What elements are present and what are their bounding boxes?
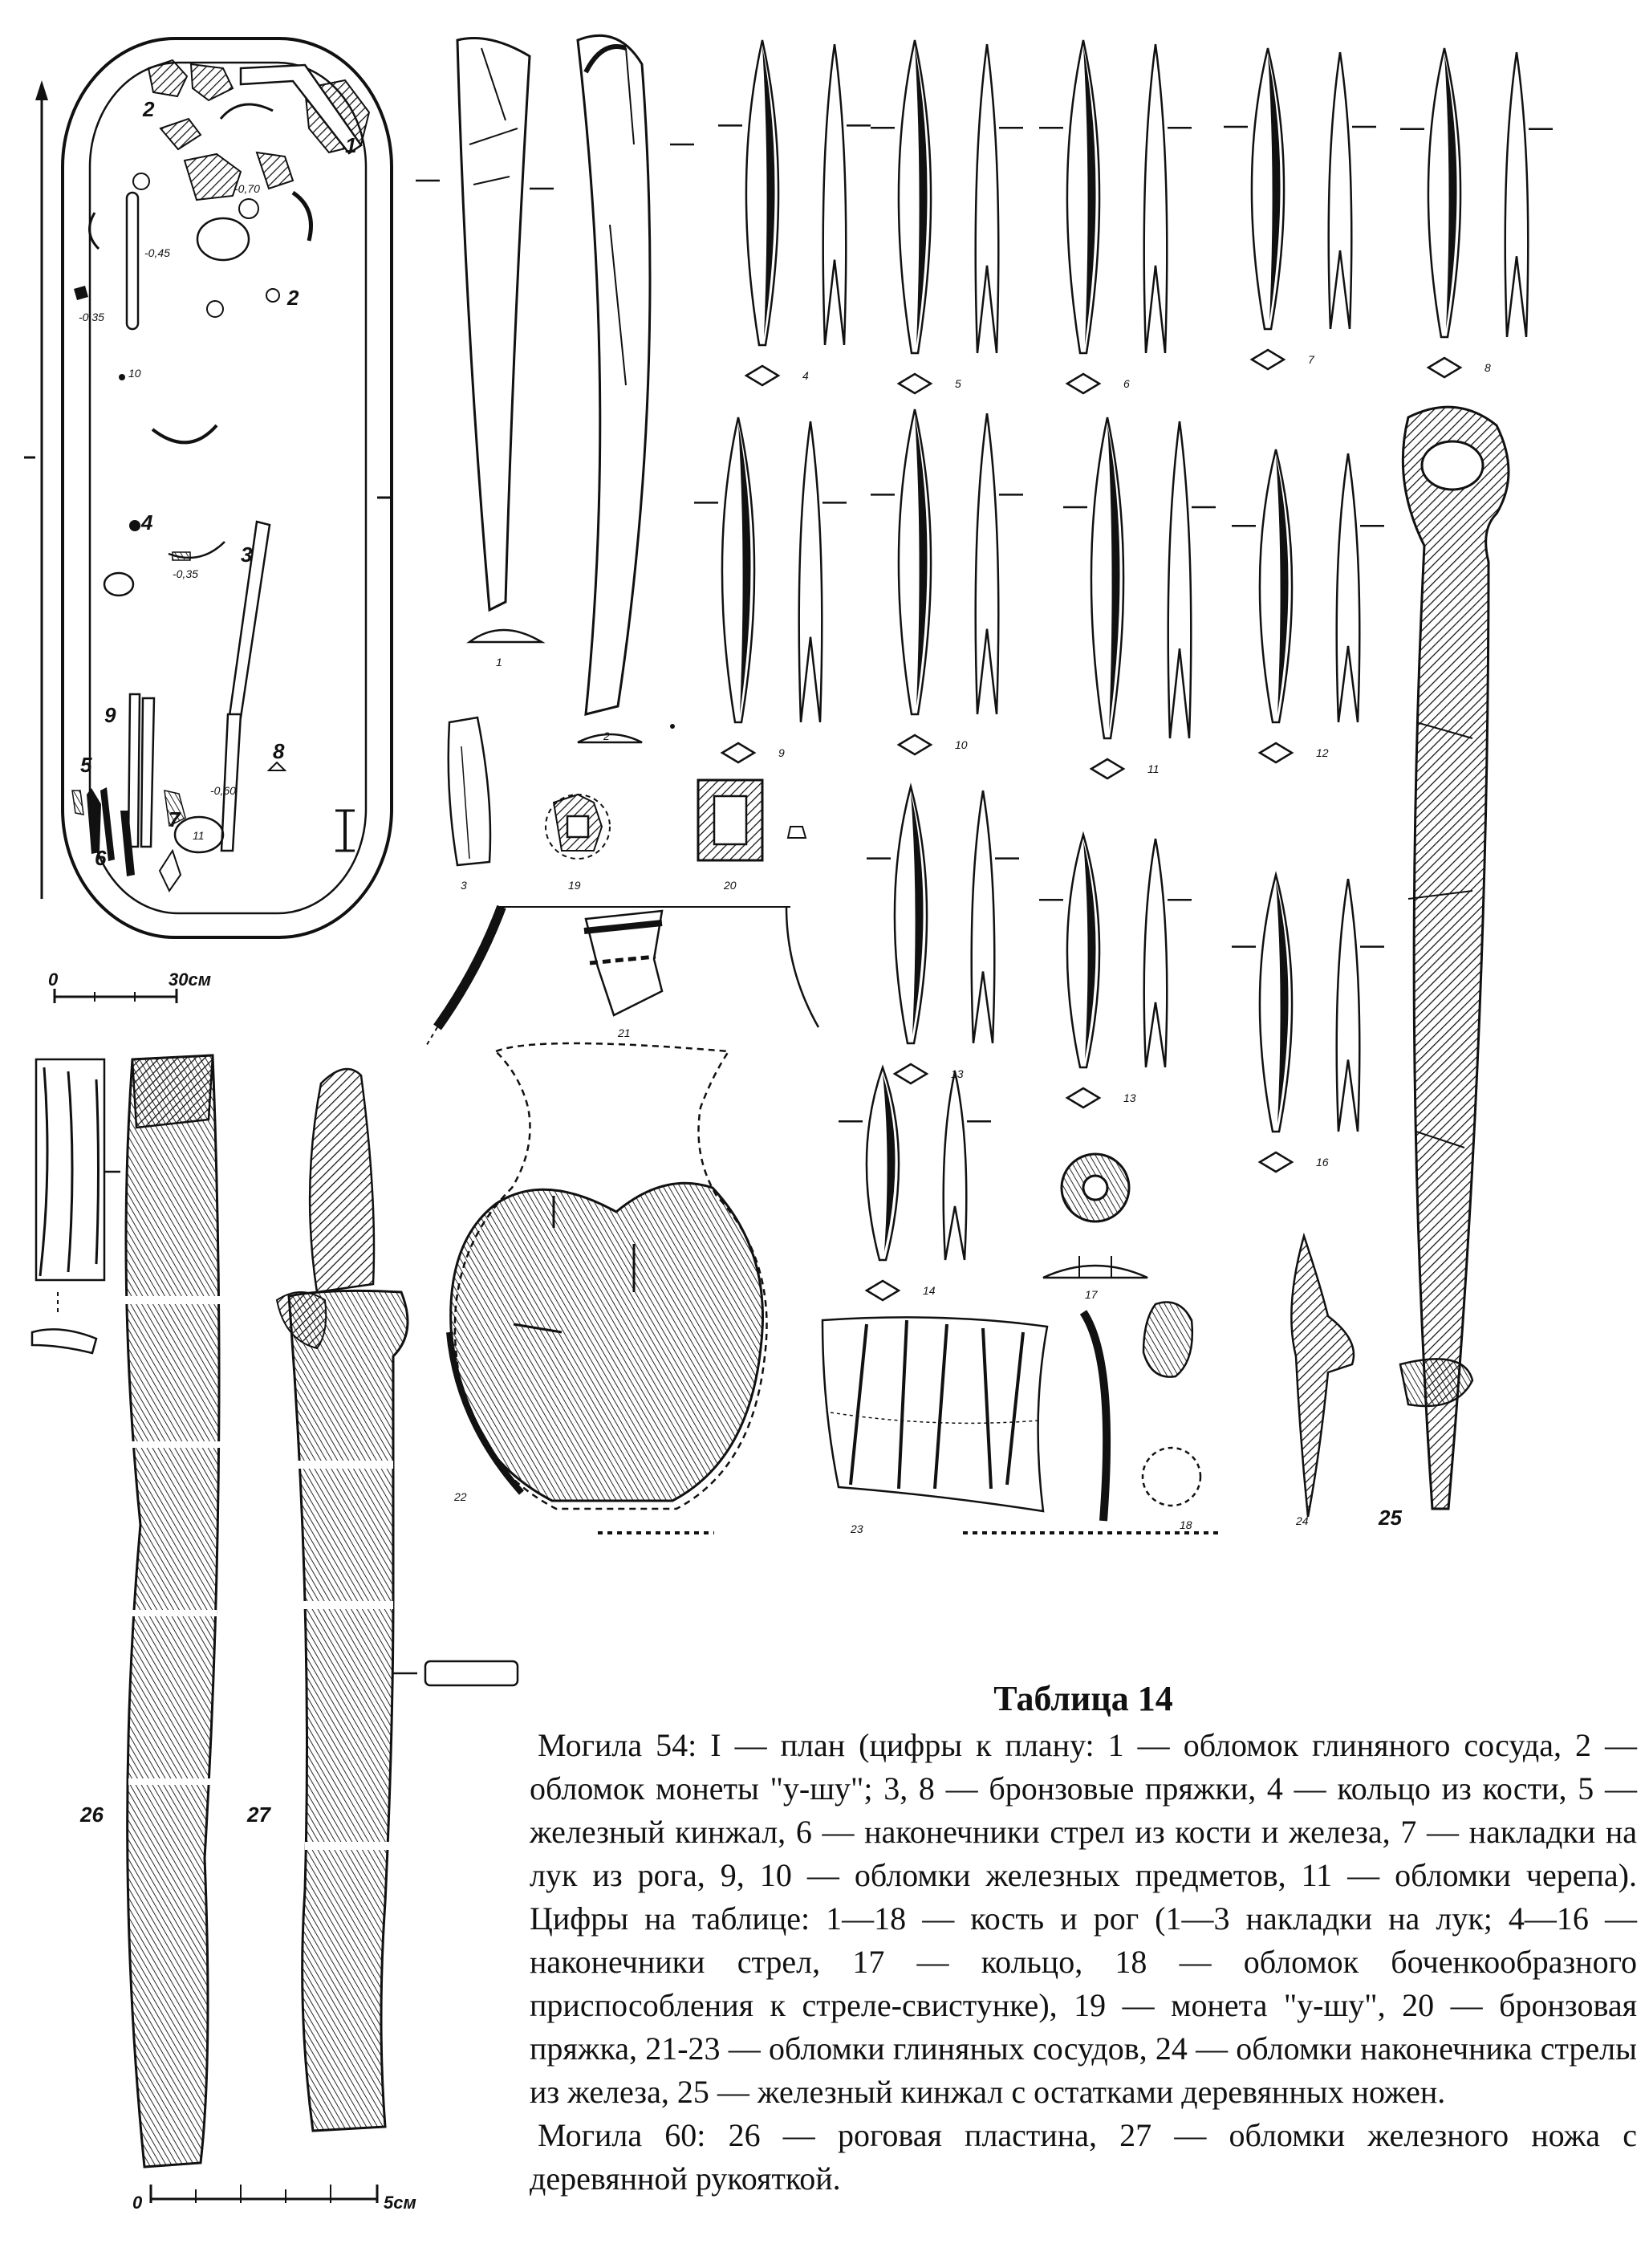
arrowhead-profile <box>1337 879 1360 1132</box>
fig-label-1: 1 <box>496 656 502 669</box>
bow-plates <box>416 35 694 892</box>
plan-number: 2 <box>287 286 299 310</box>
plan-depth-label: -0,60 <box>210 784 236 797</box>
plate-caption <box>530 1677 1637 2201</box>
plan-number: 5 <box>80 753 92 777</box>
arrowhead-cross-section <box>1252 350 1284 369</box>
plan-depth-label: -0,70 <box>234 182 260 195</box>
arrowhead-label: 14 <box>923 1284 936 1297</box>
fig-label-26: 26 <box>80 1803 104 1827</box>
arrowhead-label: 13 <box>951 1067 964 1080</box>
fig-label-2: 2 <box>603 730 610 742</box>
fig-label-21: 21 <box>618 1026 631 1039</box>
arrowhead-profile <box>1337 453 1360 722</box>
arrowhead-label: 4 <box>802 369 809 382</box>
arrowhead-cross-section <box>1260 1152 1292 1172</box>
plan-number: 2 <box>143 97 155 121</box>
figure-scale-zero: 0 <box>132 2193 143 2213</box>
arrowhead-cross-section <box>899 374 931 393</box>
plan-number: 6 <box>95 846 107 870</box>
arrowhead-label: 7 <box>1308 353 1314 366</box>
fig-label-3: 3 <box>461 879 467 892</box>
arrowhead-cross-section <box>722 743 754 762</box>
arrowhead-profile <box>972 791 995 1043</box>
plan-number: 8 <box>273 739 285 763</box>
plan-number: 9 <box>104 703 116 727</box>
fig-label-20: 20 <box>724 879 737 892</box>
arrowhead-cross-section <box>1067 374 1099 393</box>
arrowhead-label: 9 <box>778 746 785 759</box>
arrowhead-label: 16 <box>1316 1156 1329 1169</box>
iron-arrow-24 <box>1291 1236 1354 1527</box>
fig-label-27: 27 <box>247 1803 270 1827</box>
iron-dagger-25 <box>1378 407 1509 1530</box>
fig-label-22: 22 <box>454 1490 467 1503</box>
fig-label-18: 18 <box>1180 1518 1192 1531</box>
arrowhead-label: 6 <box>1123 377 1130 390</box>
arrowhead-label: 5 <box>955 377 961 390</box>
plan-number: 10 <box>128 367 141 380</box>
grave-plan <box>24 39 392 1003</box>
caption-title: Таблица 14 <box>993 1679 1173 1718</box>
arrowhead-profile <box>1144 44 1168 353</box>
arrowhead-cross-section <box>899 735 931 754</box>
plan-number: 7 <box>169 807 181 831</box>
caption-grave-54: Могила 54: I — план (цифры к плану: 1 — обломок глиняного сосуда, 2 — обломок монеты "у-шу"; 3, 8 — бронзовые пряжки, 4 — кольцо из кости, 5 — железный кинжал, 6 — наконечники стрел из кости и железа, 7 — накладки на лук из рога, 9, 10 — обломки железных предметов, 11 — обломки черепа). Цифры на таблице: 1—18 — кость и рог (1—3 накладки на лук; 4—16 — наконечники стрел, 17 — кольцо, 18 — обломок боченкообразного приспособления к стреле-свистунке), 19 — монета "у-шу", 20 — бронзовая пряжка, 21-23 — обломки глиняных сосудов, 24 — обломки наконечника стрелы из железа, 25 — железный кинжал с остатками деревянных ножен. <box>530 1727 1637 2110</box>
caption-grave-60: Могила 60: 26 — роговая пластина, 27 — обломки железного ножа с деревянной рукояткой. <box>530 2117 1637 2197</box>
arrowhead-profile <box>1144 839 1168 1067</box>
fig-label-19: 19 <box>568 879 581 892</box>
sherd-23 <box>822 1317 1047 1535</box>
arrowhead-label: 13 <box>1123 1091 1136 1104</box>
arrowhead-label: 12 <box>1316 746 1329 759</box>
arrowhead-profile <box>944 1071 967 1260</box>
arrowhead-cross-section <box>1260 743 1292 762</box>
plan-number: 3 <box>241 543 253 567</box>
arrowhead-profile <box>1168 421 1192 738</box>
plan-number: 11 <box>193 829 205 842</box>
fig-label-24: 24 <box>1296 1514 1309 1527</box>
arrowhead-profile <box>1329 52 1352 329</box>
plan-scale-label: 30см <box>169 969 211 990</box>
vessel-fragment-21 <box>425 907 818 1047</box>
arrowhead-cross-section <box>867 1281 899 1300</box>
arrowhead-cross-section <box>1428 358 1460 377</box>
arrowhead-label: 11 <box>1147 762 1160 775</box>
arrowhead-label: 10 <box>955 738 968 751</box>
vessel-22 <box>449 1043 767 1533</box>
plan-depth-label: -0,45 <box>144 246 170 259</box>
fig-label-25: 25 <box>1379 1506 1402 1530</box>
arrowhead-profile <box>976 413 999 714</box>
arrowhead-profile <box>823 44 847 345</box>
arrowhead-label: 8 <box>1485 361 1491 374</box>
figure-scale-label: 5см <box>384 2193 416 2213</box>
arrowhead-cross-section <box>1091 759 1123 778</box>
figure-scale <box>132 2185 416 2213</box>
horn-plate-26 <box>32 1055 221 2167</box>
arrowhead-profile <box>1505 52 1529 337</box>
plan-number: 4 <box>141 510 153 534</box>
plan-scale-zero: 0 <box>48 969 59 990</box>
coin-and-buckle <box>546 780 806 892</box>
arrowhead-cross-section <box>746 366 778 385</box>
plan-depth-label: -0,35 <box>79 311 104 323</box>
plan-number: 1 <box>345 133 357 157</box>
arrowhead-cross-section <box>895 1064 927 1083</box>
fig-label-17-visible: 17 <box>1085 1288 1098 1301</box>
arrowhead-profile <box>976 44 999 353</box>
arrowhead-profile <box>799 421 822 722</box>
fig-label-23: 23 <box>851 1522 863 1535</box>
plan-depth-label: -0,35 <box>173 567 198 580</box>
arrowhead-cross-section <box>1067 1088 1099 1108</box>
